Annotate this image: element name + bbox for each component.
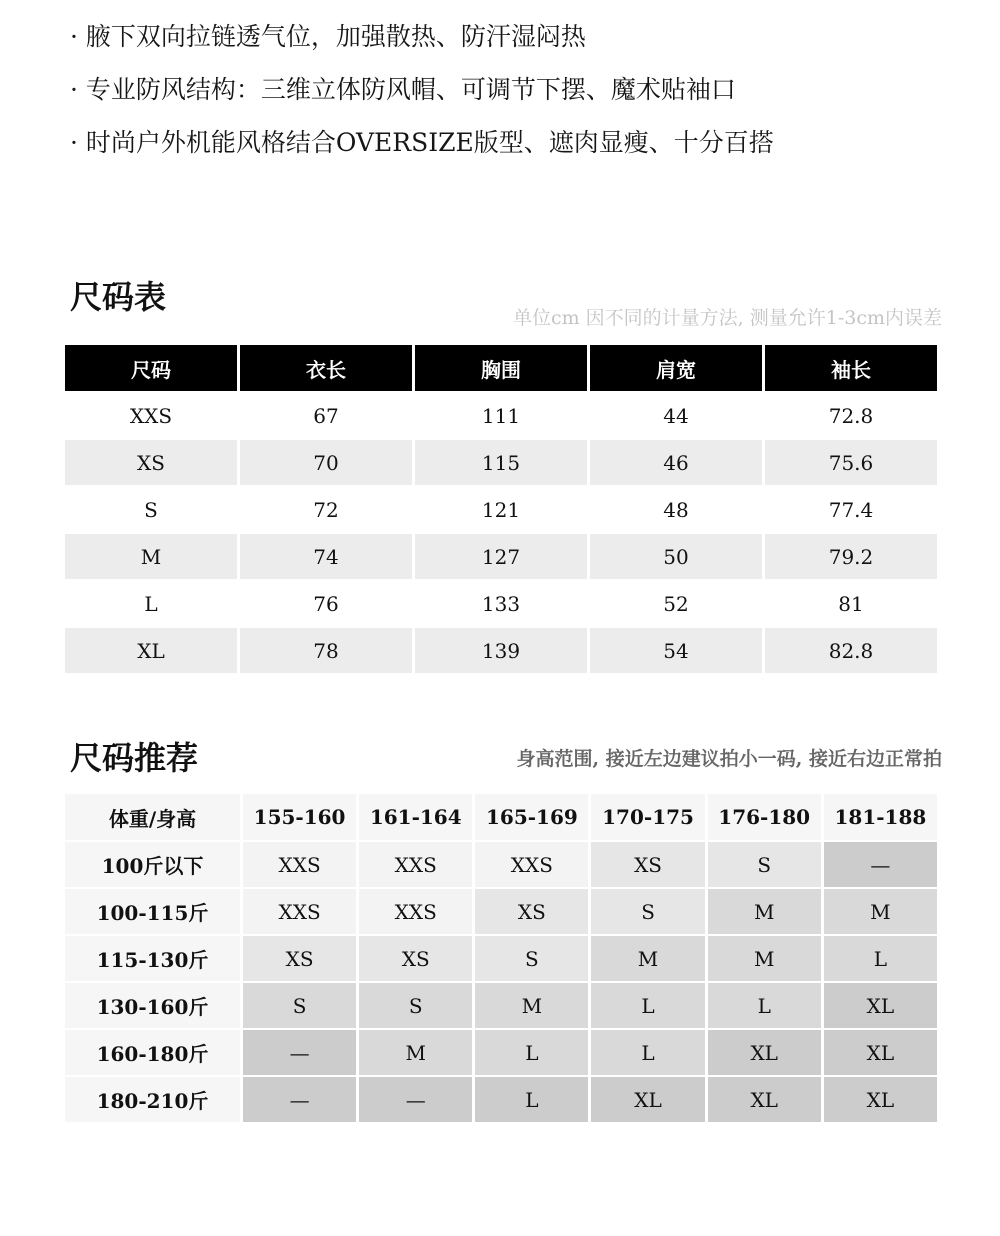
table-row bbox=[65, 983, 937, 1028]
header-cell: 181-188 bbox=[824, 794, 937, 840]
table-cell: M bbox=[475, 983, 588, 1028]
table-cell: 78 bbox=[240, 628, 412, 673]
table-cell: 67 bbox=[313, 403, 339, 428]
table-cell: L bbox=[708, 983, 821, 1028]
header-cell: 161-164 bbox=[359, 794, 472, 840]
table-cell: — bbox=[243, 1077, 356, 1122]
table-row bbox=[65, 936, 937, 981]
table-cell: M bbox=[65, 534, 237, 579]
feature-item: · 时尚户外机能风格结合OVERSIZE版型、遮肉显瘦、十分百搭 bbox=[70, 128, 774, 157]
table-cell: L bbox=[824, 936, 937, 981]
table-cell: XS bbox=[359, 936, 472, 981]
recommend-header-row bbox=[65, 794, 937, 840]
weight-cell: 100-115斤 bbox=[65, 889, 240, 934]
weight-cell: 160-180斤 bbox=[65, 1030, 240, 1075]
table-cell: M bbox=[708, 889, 821, 934]
header-cell: 170-175 bbox=[591, 794, 704, 840]
table-cell: XL bbox=[708, 1077, 821, 1122]
table-cell: XXS bbox=[359, 889, 472, 934]
table-cell: — bbox=[359, 1077, 472, 1122]
header-cell: 176-180 bbox=[708, 794, 821, 840]
table-cell: 52 bbox=[663, 591, 689, 616]
table-cell: 72 bbox=[313, 497, 339, 522]
table-cell: XL bbox=[65, 628, 237, 673]
weight-cell: 130-160斤 bbox=[65, 983, 240, 1028]
feature-list bbox=[70, 10, 774, 169]
table-cell: S bbox=[475, 936, 588, 981]
table-cell: 121 bbox=[481, 497, 521, 522]
table-cell: XS bbox=[475, 889, 588, 934]
table-cell: XL bbox=[591, 1077, 704, 1122]
table-cell: — bbox=[243, 1030, 356, 1075]
table-row bbox=[65, 889, 937, 934]
table-cell: S bbox=[359, 983, 472, 1028]
table-cell: 139 bbox=[415, 628, 587, 673]
header-cell: 袖长 bbox=[765, 345, 937, 391]
table-cell: L bbox=[591, 1030, 704, 1075]
table-cell: 133 bbox=[481, 591, 521, 616]
table-cell: 111 bbox=[481, 403, 521, 428]
table-cell: 82.8 bbox=[765, 628, 937, 673]
table-cell: 81 bbox=[838, 591, 864, 616]
table-cell: 72.8 bbox=[828, 403, 874, 428]
size-recommend-note: 身高范围, 接近左边建议拍小一码, 接近右边正常拍 bbox=[516, 748, 942, 770]
table-cell: M bbox=[359, 1030, 472, 1075]
header-cell: 尺码 bbox=[65, 345, 237, 391]
table-cell: XXS bbox=[129, 403, 173, 428]
size-chart-title: 尺码表 bbox=[70, 278, 167, 316]
table-cell: XXS bbox=[359, 842, 472, 887]
table-cell: L bbox=[475, 1030, 588, 1075]
table-cell: S bbox=[708, 842, 821, 887]
table-cell: XXS bbox=[475, 842, 588, 887]
header-cell: 肩宽 bbox=[590, 345, 762, 391]
table-cell: L bbox=[475, 1077, 588, 1122]
feature-item: · 专业防风结构：三维立体防风帽、可调节下摆、魔术贴袖口 bbox=[70, 75, 736, 104]
size-chart-note: 单位cm 因不同的计量方法, 测量允许1-3cm内误差 bbox=[512, 307, 942, 329]
header-cell: 胸围 bbox=[415, 345, 587, 391]
table-cell: 46 bbox=[590, 440, 762, 485]
table-cell: 76 bbox=[313, 591, 339, 616]
table-cell: S bbox=[591, 889, 704, 934]
table-row bbox=[65, 487, 937, 532]
table-cell: XS bbox=[591, 842, 704, 887]
table-cell: XL bbox=[708, 1030, 821, 1075]
table-cell: — bbox=[824, 842, 937, 887]
table-cell: 44 bbox=[663, 403, 689, 428]
size-chart-header-row bbox=[65, 345, 937, 391]
table-cell: M bbox=[708, 936, 821, 981]
table-cell: 70 bbox=[240, 440, 412, 485]
table-cell: 79.2 bbox=[765, 534, 937, 579]
table-row bbox=[65, 393, 937, 438]
table-cell: 115 bbox=[415, 440, 587, 485]
table-cell: XL bbox=[824, 1077, 937, 1122]
table-cell: S bbox=[243, 983, 356, 1028]
size-recommend-title: 尺码推荐 bbox=[70, 739, 199, 777]
table-cell: XL bbox=[824, 983, 937, 1028]
table-cell: 54 bbox=[590, 628, 762, 673]
table-cell: M bbox=[591, 936, 704, 981]
size-chart-table bbox=[62, 343, 940, 675]
size-recommend-table bbox=[62, 792, 940, 1124]
table-cell: 48 bbox=[663, 497, 689, 522]
table-cell: XS bbox=[243, 936, 356, 981]
table-cell: XXS bbox=[243, 889, 356, 934]
table-cell: 75.6 bbox=[765, 440, 937, 485]
table-cell: XXS bbox=[243, 842, 356, 887]
header-cell: 衣长 bbox=[240, 345, 412, 391]
table-row bbox=[65, 628, 937, 673]
weight-cell: 100斤以下 bbox=[65, 842, 240, 887]
header-cell: 155-160 bbox=[243, 794, 356, 840]
table-row bbox=[65, 1030, 937, 1075]
table-cell: 77.4 bbox=[828, 497, 874, 522]
table-cell: L bbox=[591, 983, 704, 1028]
weight-cell: 115-130斤 bbox=[65, 936, 240, 981]
table-row bbox=[65, 581, 937, 626]
table-row bbox=[65, 1077, 937, 1122]
weight-cell: 180-210斤 bbox=[65, 1077, 240, 1122]
table-cell: 74 bbox=[240, 534, 412, 579]
table-cell: L bbox=[144, 591, 158, 616]
header-cell: 体重/身高 bbox=[65, 794, 240, 840]
table-cell: M bbox=[824, 889, 937, 934]
table-cell: S bbox=[144, 497, 158, 522]
table-cell: XL bbox=[824, 1030, 937, 1075]
feature-item: · 腋下双向拉链透气位，加强散热、防汗湿闷热 bbox=[70, 22, 586, 51]
table-row bbox=[65, 440, 937, 485]
table-cell: 127 bbox=[415, 534, 587, 579]
table-row bbox=[65, 842, 937, 887]
table-cell: 50 bbox=[590, 534, 762, 579]
header-cell: 165-169 bbox=[475, 794, 588, 840]
table-cell: XS bbox=[65, 440, 237, 485]
table-row bbox=[65, 534, 937, 579]
